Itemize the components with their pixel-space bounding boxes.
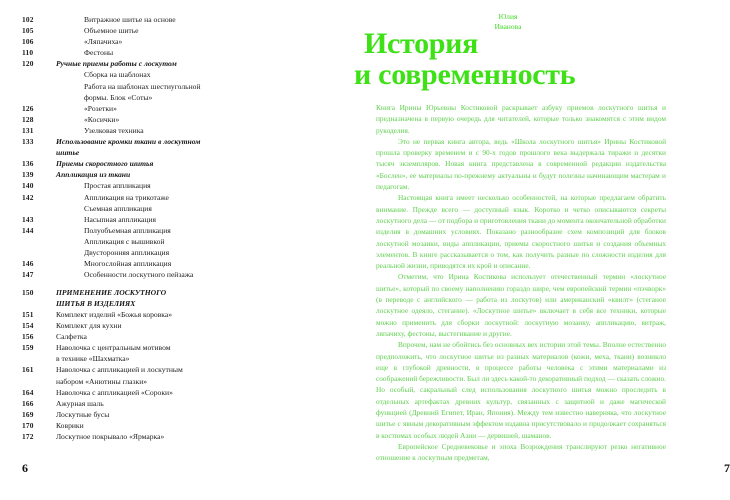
toc-entry[interactable] — [0, 103, 348, 114]
toc-page-number: 131 — [22, 125, 34, 135]
toc-entry-title: формы. Блок «Соты» — [84, 92, 153, 102]
toc-entry[interactable] — [0, 180, 348, 191]
toc-entry-title: Фестоны — [84, 48, 114, 58]
toc-entry-title: «Косички» — [84, 114, 120, 124]
toc-entry-title: Аппликация из ткани — [56, 170, 131, 180]
article-paragraph: Книга Ирины Юрьевны Костиковой раскрывает азбуку приемов лоскутного шитья и предназначена в первую очередь для читателей, которые только знакомятся с этим видом рукоделия. — [376, 103, 666, 135]
folio-right: 7 — [724, 461, 730, 475]
toc-entry-title: Салфетка — [56, 332, 87, 342]
toc-entry[interactable] — [0, 25, 348, 36]
toc-page-number: 164 — [22, 387, 34, 397]
toc-page-number: 133 — [22, 137, 34, 147]
toc-entry[interactable] — [0, 298, 348, 309]
author-last-name: Иванова — [494, 21, 522, 31]
toc-page-number: 172 — [22, 431, 34, 441]
toc-entry-title: Многослойная аппликация — [84, 259, 172, 269]
article-paragraph: Европейское Средневековье и эпоха Возрождения транслируют резко негативное отношение к лоскутным предметам, — [376, 441, 666, 463]
toc-entry-title: Использование кромки ткани в лоскутном — [56, 137, 201, 147]
author-first-name: Юлия — [498, 12, 518, 21]
toc-entry-title: Аппликация на трикотаже — [84, 192, 169, 202]
toc-page-number: 110 — [22, 48, 34, 58]
toc-page-number: 166 — [22, 398, 34, 408]
toc-entry[interactable] — [0, 147, 348, 158]
toc-entry[interactable] — [0, 431, 348, 442]
toc-entry[interactable] — [0, 387, 348, 398]
toc-entry-title: Лоскутное покрывало «Ярмарка» — [56, 431, 165, 441]
table-of-contents — [0, 14, 348, 442]
toc-entry[interactable] — [0, 420, 348, 431]
toc-page-number: 147 — [22, 270, 34, 280]
toc-page-number: 106 — [22, 37, 34, 47]
right-page — [348, 0, 730, 500]
toc-page-number: 161 — [22, 365, 34, 375]
toc-entry[interactable] — [0, 58, 348, 69]
toc-page-number: 170 — [22, 420, 34, 430]
toc-entry[interactable] — [0, 69, 348, 80]
toc-entry-title: Двусторонняя аппликация — [84, 247, 170, 257]
toc-page-number: 154 — [22, 321, 34, 331]
toc-entry-title: Полуобъемная аппликация — [84, 225, 171, 235]
article-title-line-1: История — [364, 27, 479, 60]
toc-entry-title: Аппликация с вышивкой — [84, 236, 165, 246]
toc-entry[interactable] — [0, 203, 348, 214]
toc-entry-title: Ручные приемы работы с лоскутом — [56, 59, 177, 69]
toc-page-number: 128 — [22, 114, 34, 124]
toc-entry-title: ПРИМЕНЕНИЕ ЛОСКУТНОГО — [56, 287, 167, 297]
toc-entry[interactable] — [0, 92, 348, 103]
toc-entry-title: Съемная аппликация — [84, 203, 152, 213]
article-paragraph: Отметим, что Ирина Костикова использует отечественный термин «лоскутное шитье», который по своему наполнению гораздо шире, чем европейский термин «пэчворк» (в переводе с английского — работа из лоскутов) или американский «квилт» (стеганое лоскутное одеяло, стегание). «Лоскутное шитье» включает в себя все техники, которые можно применить для сборки лоскутной: лоскутную мозаику, аппликацию, витраж, ляпачиху, фестоны, выстегивание и другие. — [376, 272, 666, 338]
article-paragraph: Это не первая книга автора, ведь «Школа лоскутного шитья» Ирины Костиковой прошла проверку временем и с 90-х годов прошлого века выдержала тиражи и десятки тысяч экземпляров. Новая книга представлена в современной редакции издательства «Бослен», ее материалы по-прежнему актуальны и будут полезны начинающим мастерам и педагогам. — [376, 136, 666, 192]
toc-entry-title: «Розетки» — [84, 103, 117, 113]
article-paragraph: Впрочем, нам не обойтись без основных вех истории этой темы. Вполне естественно предположить, что лоскутное шитье из разных материалов (кожи, меха, ткани) возникло еще в глубокой древности, в процессе работы человека с этими материалами из соображений бережливости. Был ли здесь какой-то декоративный подход — сказать сложно. Но особый, сакральный след использования лоскутного шитья можно проследить в отдельных артефактах древних культур, связанных с защитной и даже магической функцией (Древний Египет, Иран, Япония). Между тем известно наверняка, что лоскутное шитье с явным декоративным эффектом издавна присутствовало и продолжает сохраняться в костюмах особых людей Азии — дервишей, шаманов. — [376, 340, 666, 440]
toc-entry-title: Наволочка с аппликацией и лоскутным — [56, 365, 183, 375]
toc-page-number: 140 — [22, 181, 34, 191]
toc-entry-title: в технике «Шахматка» — [56, 354, 130, 364]
article-body — [376, 102, 666, 464]
toc-entry[interactable] — [0, 214, 348, 225]
toc-page-number: 142 — [22, 192, 34, 202]
toc-page-number: 151 — [22, 309, 34, 319]
toc-entry[interactable] — [0, 331, 348, 342]
toc-entry[interactable] — [0, 269, 348, 280]
toc-page-number: 126 — [22, 103, 34, 113]
toc-entry-title: Узелковая техника — [84, 125, 144, 135]
toc-entry[interactable] — [0, 136, 348, 147]
toc-page-number: 146 — [22, 259, 34, 269]
toc-entry[interactable] — [0, 47, 348, 58]
toc-entry[interactable] — [0, 158, 348, 169]
article-title — [354, 28, 696, 90]
toc-page-number: 143 — [22, 214, 34, 224]
toc-entry-title: Лоскутные бусы — [56, 409, 110, 419]
toc-entry-title: Ажурная шаль — [56, 398, 104, 408]
toc-entry-title: «Ляпачиха» — [84, 37, 123, 47]
toc-entry[interactable] — [0, 409, 348, 420]
toc-entry-title: Комплект изделий «Божья коровка» — [56, 309, 173, 319]
toc-entry[interactable] — [0, 320, 348, 331]
toc-entry[interactable] — [0, 309, 348, 320]
toc-entry[interactable] — [0, 81, 348, 92]
toc-entry-title: Простая аппликация — [84, 181, 151, 191]
toc-entry-title: Сборка на шаблонах — [84, 70, 151, 80]
toc-entry-title: Особенности лоскутного пейзажа — [84, 270, 194, 280]
toc-entry-title: набором «Анютины глазки» — [56, 376, 148, 386]
toc-entry[interactable] — [0, 342, 348, 353]
toc-entry[interactable] — [0, 225, 348, 236]
folio-left: 6 — [22, 461, 28, 475]
toc-entry-title: шитье — [56, 148, 80, 158]
toc-entry[interactable] — [0, 364, 348, 375]
toc-page-number: 105 — [22, 26, 34, 36]
toc-entry[interactable] — [0, 287, 348, 298]
article-paragraph: Настоящая книга имеет несколько особенностей, на которые предлагаем обратить внимание. Прежде всего — доступный язык. Коротко и четко описываются секреты лоскутного дела — от подбора и приготовления ткани до момента окончательной обработки изделия в домашних условиях. Показано разнообразие схем композиций для блоков лоскутной мозаики, виды аппликации, приемы скоростного шитья и создания объемных элементов. В книге рассказывается о том, как получить разные по сложности изделия для реальной жизни, приводятся их крой и описание. — [376, 193, 666, 271]
toc-page-number: 144 — [22, 225, 34, 235]
toc-entry[interactable] — [0, 125, 348, 136]
toc-page-number: 102 — [22, 15, 34, 24]
toc-entry[interactable] — [0, 114, 348, 125]
toc-page-number: 120 — [22, 59, 34, 69]
toc-entry[interactable] — [0, 192, 348, 203]
toc-entry-title: ШИТЬЯ В ИЗДЕЛИЯХ — [56, 298, 136, 308]
toc-entry-title: Объемное шитье — [84, 26, 139, 36]
toc-page-number: 156 — [22, 332, 34, 342]
toc-page-number: 136 — [22, 159, 34, 169]
toc-entry[interactable] — [0, 36, 348, 47]
toc-entry-title: Комплект для кухни — [56, 321, 122, 331]
toc-entry[interactable] — [0, 236, 348, 247]
toc-entry-title: Работа на шаблонах шестиугольной — [84, 81, 201, 91]
toc-entry[interactable] — [0, 398, 348, 409]
article-title-line-2: и современность — [354, 58, 576, 91]
toc-entry[interactable] — [0, 169, 348, 180]
toc-page-number: 150 — [22, 287, 34, 297]
toc-entry-title: Насыпная аппликация — [84, 214, 157, 224]
toc-entry-title: Приемы скоростного шитья — [56, 159, 154, 169]
toc-entry[interactable] — [0, 376, 348, 387]
toc-entry[interactable] — [0, 258, 348, 269]
toc-entry-title: Наволочка с центральным мотивом — [56, 343, 171, 353]
toc-entry[interactable] — [0, 353, 348, 364]
toc-entry-title: Наволочка с аппликацией «Сороки» — [56, 387, 173, 397]
left-page — [0, 0, 348, 500]
toc-entry[interactable] — [0, 247, 348, 258]
toc-page-number: 139 — [22, 170, 34, 180]
toc-page-number: 159 — [22, 343, 34, 353]
toc-page-number: 169 — [22, 409, 34, 419]
toc-entry-title: Коврики — [56, 420, 84, 430]
toc-entry[interactable] — [0, 14, 348, 25]
toc-entry-title: Витражное шитье на основе — [84, 15, 176, 24]
